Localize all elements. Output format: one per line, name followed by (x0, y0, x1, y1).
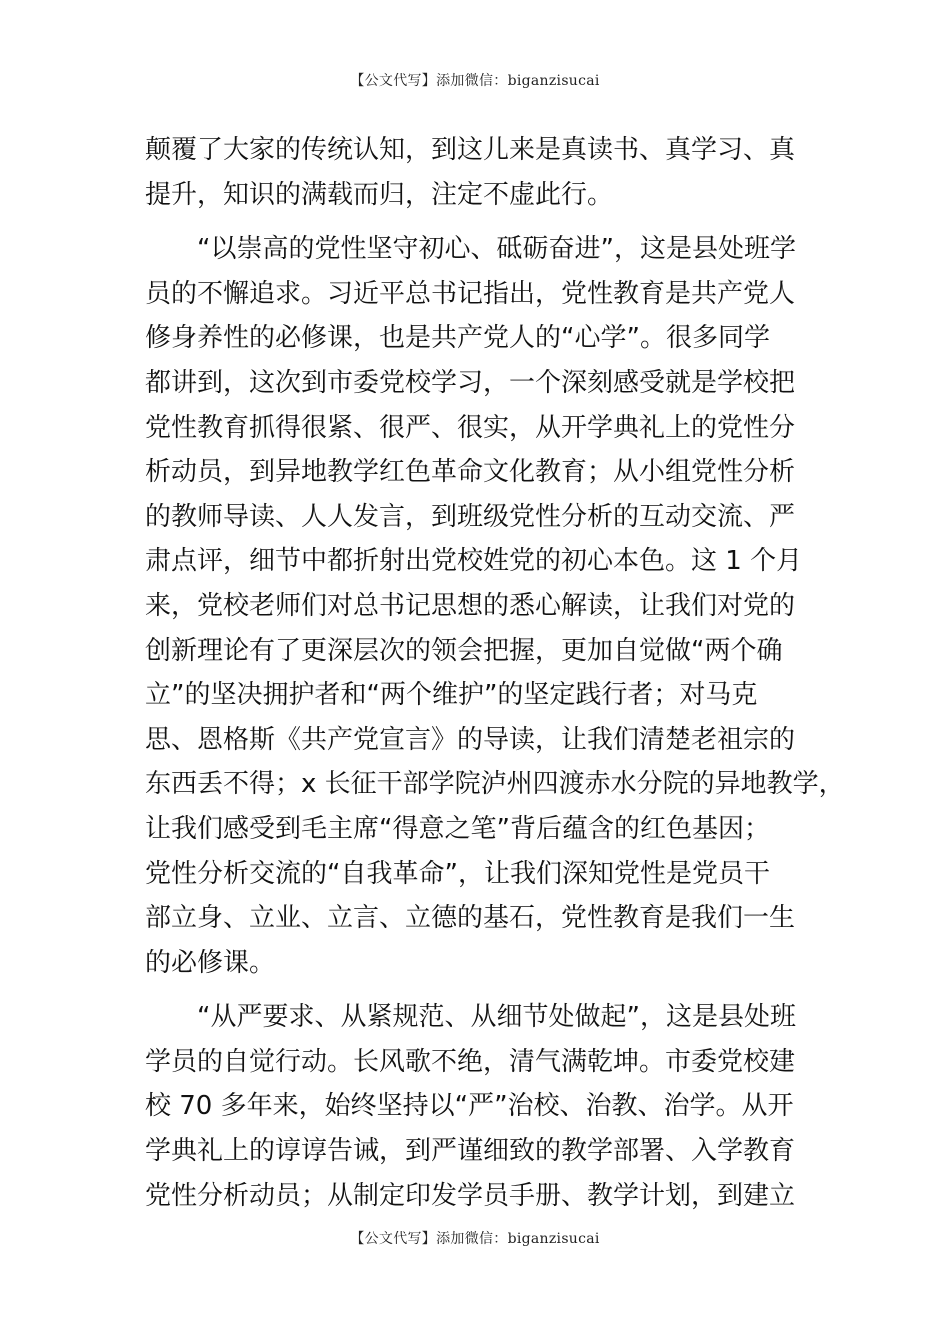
text-line: 的必修课。 (145, 947, 276, 978)
text-line: 提升，知识的满载而归，注定不虚此行。 (145, 179, 614, 210)
text-line: “以崇高的党性坚守初心、砥砺奋进”，这是县处班学 (197, 234, 796, 265)
text-line: 东西丢不得；x 长征干部学院泸州四渡赤水分院的异地教学， (145, 769, 845, 800)
text-line: 都讲到，这次到市委党校学习，一个深刻感受就是学校把 (145, 367, 796, 398)
text-line: 党性分析动员；从制定印发学员手册、教学计划，到建立 (145, 1180, 796, 1211)
document-body (145, 128, 845, 1218)
text-line: 部立身、立业、立言、立德的基石，党性教育是我们一生 (145, 903, 796, 934)
text-line: 修身养性的必修课，也是共产党人的“心学”。很多同学 (145, 323, 770, 354)
text-line: 来，党校老师们对总书记思想的悉心解读，让我们对党的 (145, 590, 796, 621)
text-line: 析动员，到异地教学红色革命文化教育；从小组党性分析 (145, 457, 796, 488)
text-line: 学典礼上的谆谆告诫，到严谨细致的教学部署、入学教育 (145, 1136, 796, 1167)
text-line: 创新理论有了更深层次的领会把握，更加自觉做“两个确 (145, 635, 783, 666)
text-line: 让我们感受到毛主席“得意之笔”背后蕴含的红色基因； (145, 813, 770, 844)
text-line: 立”的坚决拥护者和“两个维护”的坚定践行者；对马克 (145, 680, 758, 711)
text-line: 员的不懈追求。习近平总书记指出，党性教育是共产党人 (145, 278, 796, 309)
text-line: 学员的自觉行动。长风歌不绝，清气满乾坤。市委党校建 (145, 1046, 796, 1077)
text-line: 党性教育抓得很紧、很严、很实，从开学典礼上的党性分 (145, 412, 796, 443)
text-line: 肃点评，细节中都折射出党校姓党的初心本色。这 1 个月 (145, 546, 803, 577)
text-line: 校 70 多年来，始终坚持以“严”治校、治教、治学。从开 (145, 1091, 794, 1122)
paragraph (145, 227, 845, 985)
page-header: 【公文代写】添加微信：biganzisucai (350, 73, 600, 89)
text-line: “从严要求、从紧规范、从细节处做起”，这是县处班 (197, 1002, 796, 1033)
text-line: 思、恩格斯《共产党宣言》的导读，让我们清楚老祖宗的 (145, 724, 796, 755)
paragraph (145, 995, 817, 1218)
text-line: 的教师导读、人人发言，到班级党性分析的互动交流、严 (145, 501, 796, 532)
paragraph (145, 128, 817, 217)
page-footer: 【公文代写】添加微信：biganzisucai (350, 1231, 600, 1247)
text-line: 颠覆了大家的传统认知，到这儿来是真读书、真学习、真 (145, 135, 796, 165)
text-line: 党性分析交流的“自我革命”，让我们深知党性是党员干 (145, 858, 770, 889)
